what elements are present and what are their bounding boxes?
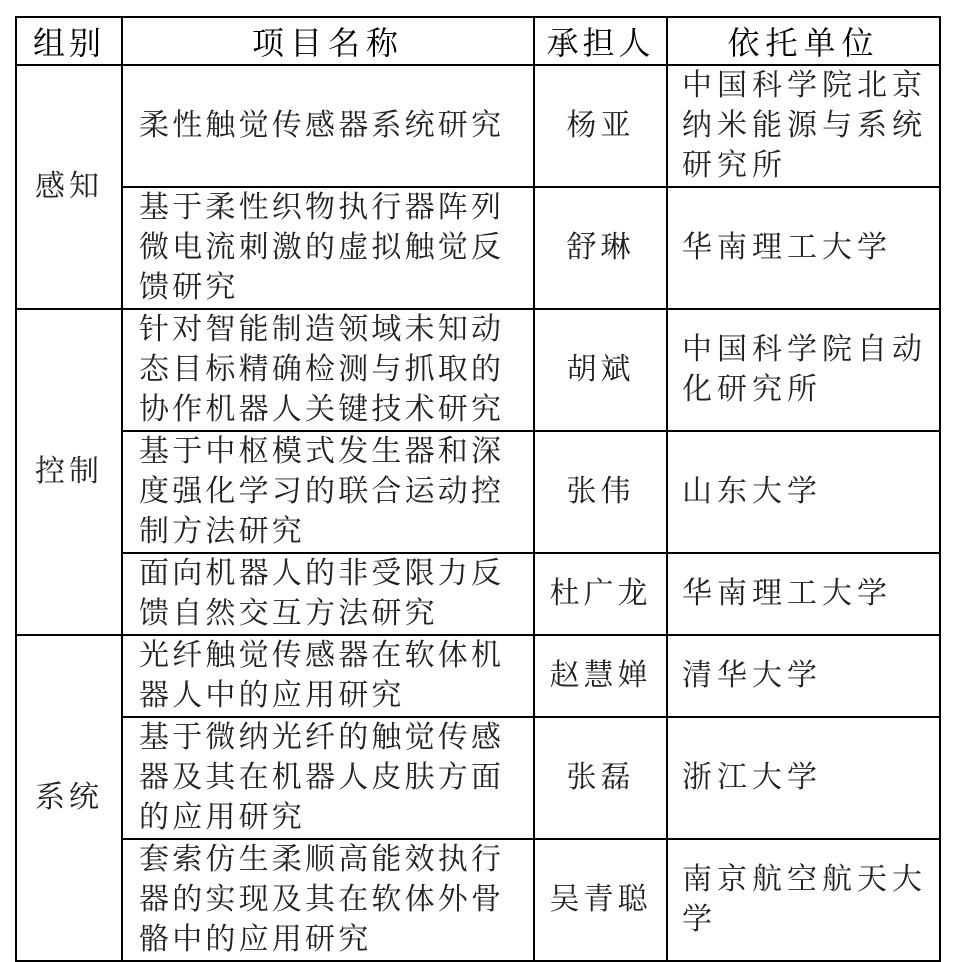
- table-row: [16, 431, 940, 553]
- person-cell: 舒琳: [534, 187, 667, 309]
- person-cell: 杜广龙: [534, 553, 667, 635]
- project-name-cell: 套索仿生柔顺高能效执行器的实现及其在软体外骨骼中的应用研究: [122, 839, 534, 961]
- projects-table: [15, 16, 941, 962]
- group-cell: 感知: [16, 65, 122, 309]
- unit-cell: 华南理工大学: [667, 553, 940, 635]
- unit-cell: 南京航空航天大学: [667, 839, 940, 961]
- table-row: [16, 635, 940, 717]
- project-name-cell: 针对智能制造领域未知动态目标精确检测与抓取的协作机器人关键技术研究: [122, 309, 534, 431]
- header-row: [16, 17, 940, 65]
- person-cell: 胡斌: [534, 309, 667, 431]
- table-row: [16, 839, 940, 961]
- project-name-cell: 面向机器人的非受限力反馈自然交互方法研究: [122, 553, 534, 635]
- person-cell: 吴青聪: [534, 839, 667, 961]
- group-cell: 系统: [16, 635, 122, 961]
- unit-cell: 清华大学: [667, 635, 940, 717]
- header-project: 项目名称: [122, 17, 534, 65]
- project-name-cell: 基于中枢模式发生器和深度强化学习的联合运动控制方法研究: [122, 431, 534, 553]
- header-group: 组别: [16, 17, 122, 65]
- unit-cell: 中国科学院自动化研究所: [667, 309, 940, 431]
- table-row: [16, 309, 940, 431]
- person-cell: 赵慧婵: [534, 635, 667, 717]
- table-row: [16, 187, 940, 309]
- header-person: 承担人: [534, 17, 667, 65]
- unit-cell: 华南理工大学: [667, 187, 940, 309]
- header-unit: 依托单位: [667, 17, 940, 65]
- unit-cell: 山东大学: [667, 431, 940, 553]
- project-name-cell: 基于微纳光纤的触觉传感器及其在机器人皮肤方面的应用研究: [122, 717, 534, 839]
- person-cell: 杨亚: [534, 65, 667, 187]
- person-cell: 张伟: [534, 431, 667, 553]
- group-cell: 控制: [16, 309, 122, 635]
- project-name-cell: 光纤触觉传感器在软体机器人中的应用研究: [122, 635, 534, 717]
- unit-cell: 浙江大学: [667, 717, 940, 839]
- person-cell: 张磊: [534, 717, 667, 839]
- project-name-cell: 基于柔性织物执行器阵列微电流刺激的虚拟触觉反馈研究: [122, 187, 534, 309]
- table-row: [16, 65, 940, 187]
- table-row: [16, 717, 940, 839]
- table-row: [16, 553, 940, 635]
- project-name-cell: 柔性触觉传感器系统研究: [122, 65, 534, 187]
- unit-cell: 中国科学院北京纳米能源与系统研究所: [667, 65, 940, 187]
